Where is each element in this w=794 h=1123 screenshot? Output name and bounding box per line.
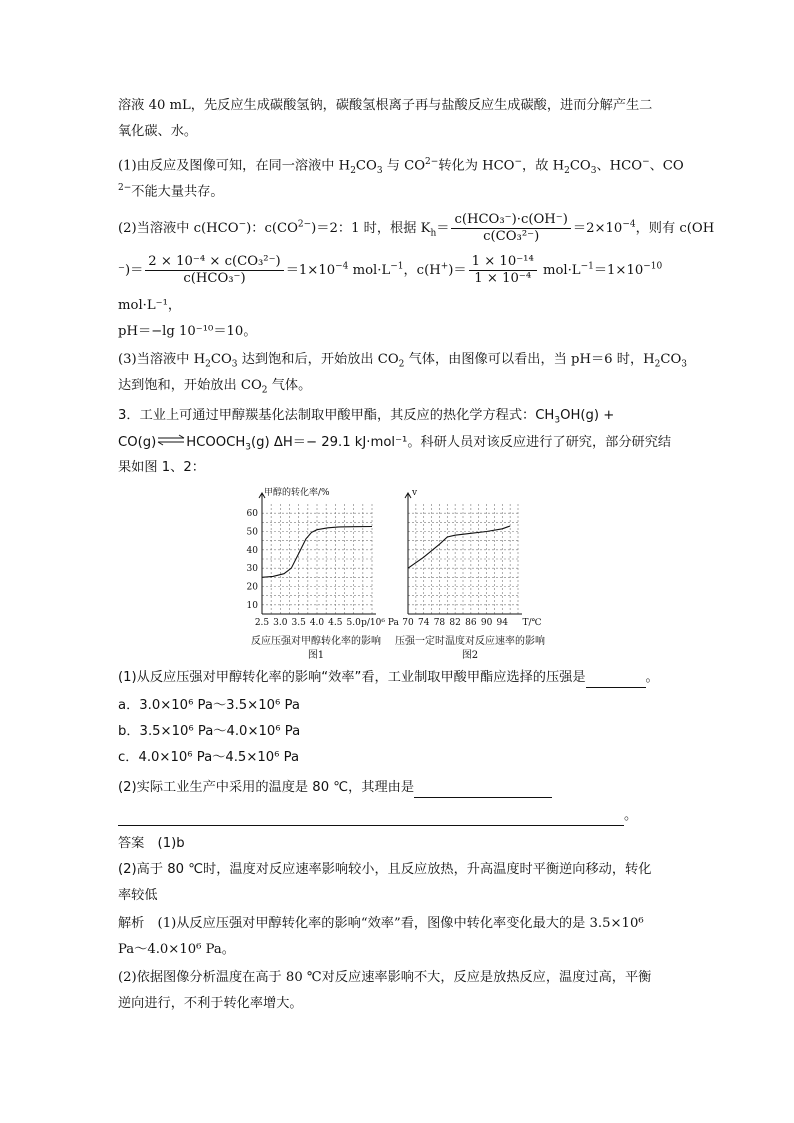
figure-2-caption: 压强一定时温度对反应速率的影响 [395, 636, 545, 647]
x-tick-label: 4.0 [309, 618, 325, 628]
explanation-line: Pa～4.0×10⁶ Pa。 [118, 942, 235, 957]
text-line: 达到饱和，开始放出 $CO_2$ 气体。 [118, 378, 312, 396]
y-axis-label: v [412, 488, 418, 498]
text-line: CO(g) $HCOOCH_3(g)$ ΔH＝− 29.1 kJ·mol⁻¹。科研人员对该反应进行了研究，部分研究结 [118, 432, 678, 458]
text-line: (1)由反应及图像可知，在同一溶液中 $H_2CO_3$ 与 $CO^{2-}$转化为 HCO−，故 $H_2CO_3$、HCO−、CO [118, 157, 684, 177]
question-3: 3．工业上可通过甲醇羰基化法制取甲酸甲酯，其反应的热化学方程式：$CH_3OH(g)$ + [118, 408, 615, 426]
option-a: a．3.0×10⁶ Pa～3.5×10⁶ Pa [118, 698, 300, 713]
sub-question-1: (1)从反应压强对甲醇转化率的影响“效率”看，工业制取甲酸甲酯应选择的压强是 。 [118, 668, 678, 688]
y-tick-label: 40 [246, 545, 258, 556]
text-line: mol·L⁻¹， [118, 298, 182, 313]
x-tick-label: 3.5 [291, 618, 306, 628]
x-tick-label: 4.5 [328, 618, 343, 628]
x-tick-label: 3.0 [273, 618, 288, 628]
sub-question-2: (2)实际工业生产中采用的温度是 80 ℃，其理由是 [118, 778, 678, 798]
text-line: 氧化碳、水。 [118, 124, 198, 139]
text-line: 果如图 1、2： [118, 460, 205, 475]
x-tick-label: 94 [496, 618, 509, 628]
answer-blank[interactable] [118, 811, 624, 826]
x-tick-label: 82 [449, 618, 461, 628]
y-tick-label: 60 [246, 509, 258, 520]
text-line: (3)当溶液中 $H_2CO_3$ 达到饱和后，开始放出 $CO_2$ 气体，由图像可以看出，当 pH＝6 时，$H_2CO_3$ [118, 352, 688, 370]
curve-rate [408, 526, 510, 568]
x-tick-label: 5.0 [346, 618, 361, 628]
answer-line: 答案 (1)b [118, 836, 185, 851]
y-tick-label: 30 [246, 564, 258, 575]
x-tick-label: 86 [465, 618, 477, 628]
fraction: $\frac{\text{1 × 10⁻¹⁴}}{\text{1 × 10⁻⁴}}$ [469, 254, 537, 287]
x-tick-label: 2.5 [254, 618, 270, 628]
text-line: 。 [118, 806, 678, 826]
fraction: $\frac{\text{2 × 10⁻⁴ × c(CO₃²⁻)}}{\text{c(HCO₃⁻)}}$ [145, 254, 283, 287]
figure-1-label: 图1 [307, 650, 325, 661]
figure-1 [232, 486, 399, 661]
explanation-line: (2)依据图像分析温度在高于 80 ℃对反应速率影响不大，反应是放热反应，温度过高，平衡 [118, 970, 652, 985]
reversible-arrow-icon [156, 432, 186, 452]
answer-line: (2)高于 80 ℃时，温度对反应速率影响较小，且反应放热，升高温度时平衡逆向移动，转化 [118, 862, 652, 877]
text-line: (2)当溶液中 c(HCO−)：$c(CO^{2-})=2$：1 时，根据 $K_h=$ $\frac{\text{c(HCO₃⁻)·c(OH⁻)}}{\text{c(CO₃²⁻)}}$ $=2\times 10^{-4}$，则有 c(OH [118, 212, 715, 244]
y-tick-label: 10 [246, 600, 258, 611]
y-tick-label: 20 [246, 582, 258, 593]
text-line: pH＝−lg 10⁻¹⁰＝10。 [118, 324, 257, 339]
option-b: b．3.5×10⁶ Pa～4.0×10⁶ Pa [118, 724, 301, 739]
answer-blank[interactable] [586, 673, 646, 688]
figure-2 [390, 486, 550, 661]
answer-blank[interactable] [414, 783, 552, 798]
text-line: 溶液 40 mL，先反应生成碳酸氢钠，碳酸氢根离子再与盐酸反应生成碳酸，进而分解产生二 [118, 98, 653, 113]
explanation-line: 解析 (1)从反应压强对甲醇转化率的影响“效率”看，图像中转化率变化最大的是 3.5×10⁶ [118, 916, 644, 931]
x-axis-unit: T/℃ [522, 618, 542, 628]
text-line: ⁻)＝ $\frac{\text{2 × 10⁻⁴ × c(CO₃²⁻)}}{\text{c(HCO₃⁻)}}$ $=1\times 10^{-4}$ $mol\cdot L^{-1}$，c(H+)＝ $\frac{\text{1 × 10⁻¹⁴}}{\text{1 × 10⁻⁴}}$ $mol\cdot L^{-1}=1\times 10^{-10}$ [118, 254, 663, 286]
x-tick-label: 78 [433, 618, 446, 628]
option-c: c．4.0×10⁶ Pa～4.5×10⁶ Pa [118, 750, 300, 765]
figure-2-label: 图2 [461, 650, 479, 661]
y-tick-label: 50 [246, 527, 258, 538]
explanation-line: 逆向进行，不利于转化率增大。 [118, 996, 303, 1011]
x-tick-label: 74 [417, 618, 430, 628]
x-tick-label: 90 [480, 618, 493, 628]
y-axis-label: 甲醇的转化率/% [264, 488, 330, 498]
x-axis-unit: p/10⁶ Pa [361, 618, 399, 628]
figure-1-caption: 反应压强对甲醇转化率的影响 [251, 636, 381, 647]
x-tick-label: 70 [402, 618, 414, 628]
fraction: $\frac{\text{c(HCO₃⁻)·c(OH⁻)}}{\text{c(CO₃²⁻)}}$ [451, 212, 570, 245]
figure-1-plot [232, 486, 399, 636]
answer-line: 率较低 [118, 888, 158, 903]
text-line: $^{2-}$不能大量共存。 [118, 183, 224, 200]
figure-2-plot [390, 486, 550, 636]
